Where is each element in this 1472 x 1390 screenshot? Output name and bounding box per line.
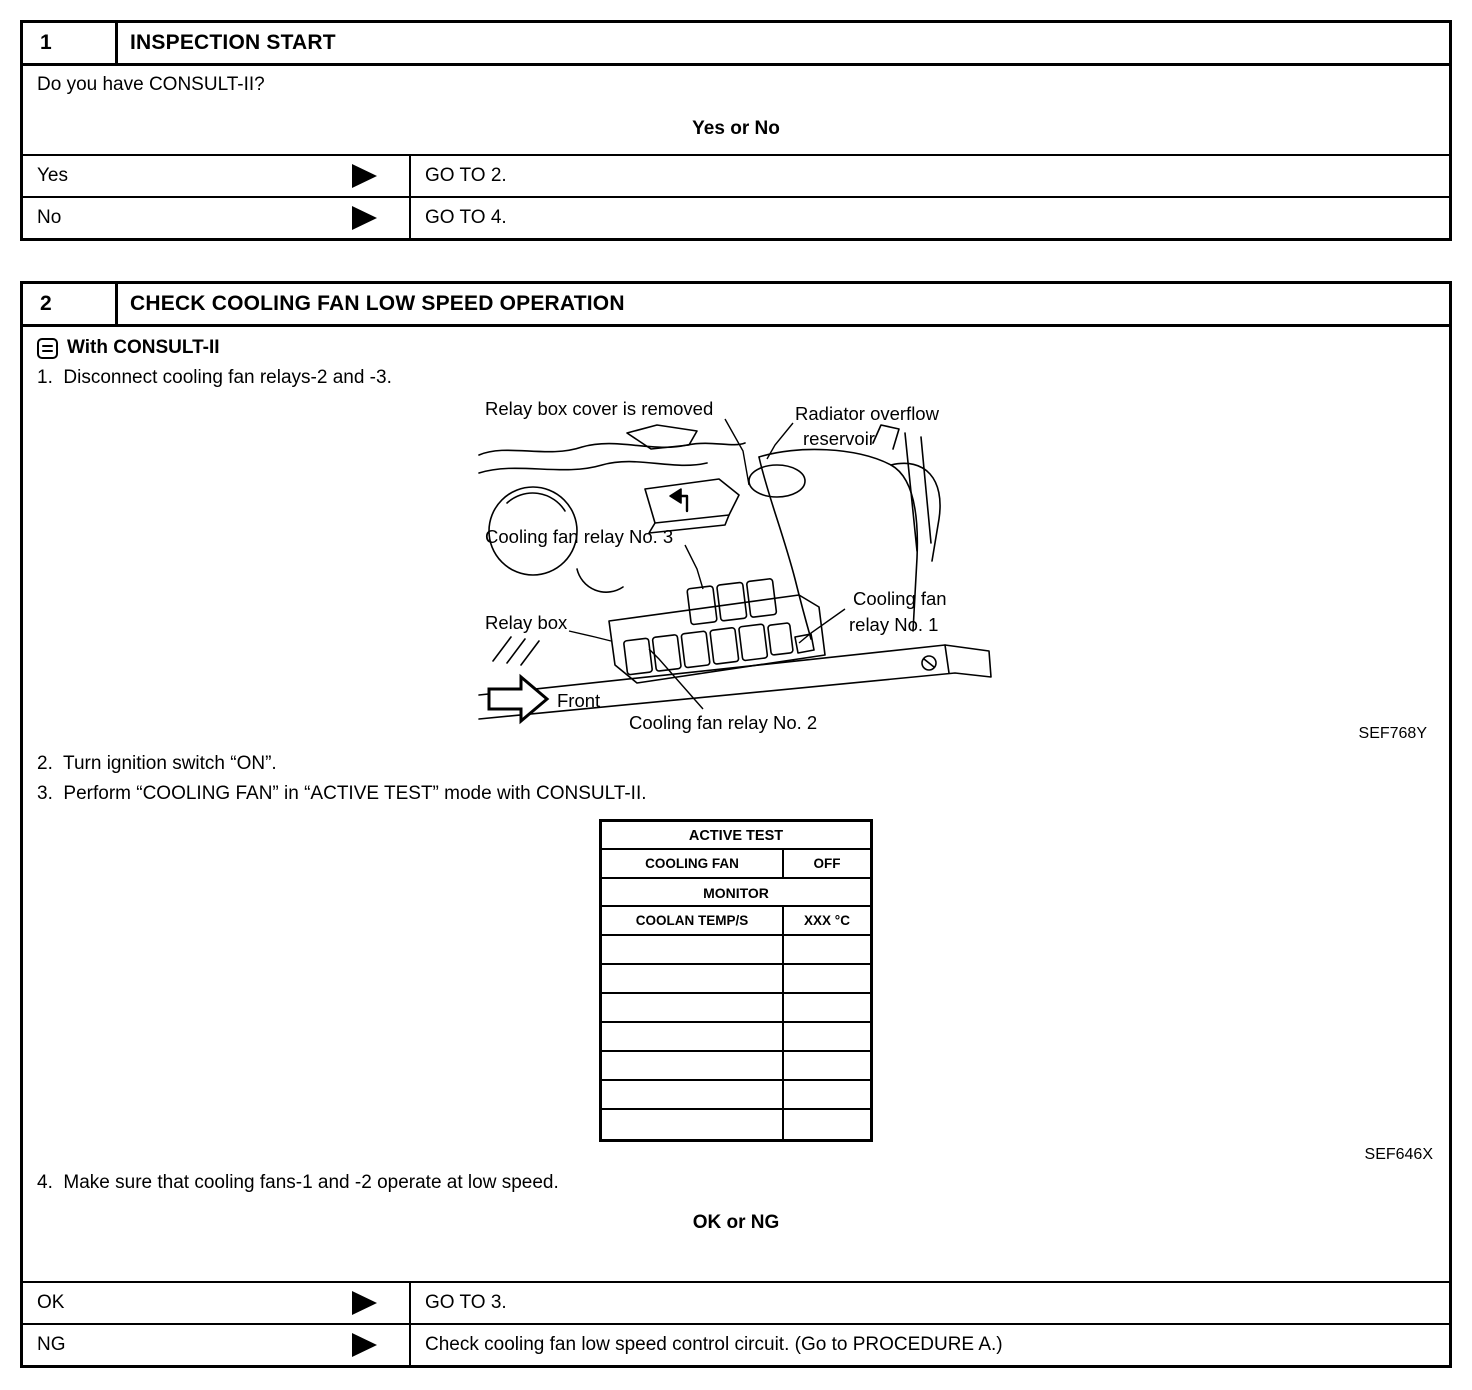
- procedure-1-header: [23, 23, 1449, 66]
- figure-label-reservoir-2: reservoir: [803, 428, 875, 449]
- consult-empty-row: [602, 994, 870, 1023]
- consult-empty-row: [602, 965, 870, 994]
- procedure-block-2: [20, 281, 1452, 1368]
- consult-test-label: COOLING FAN: [602, 850, 784, 877]
- procedure-1-question-area: [23, 66, 1449, 154]
- figure-label-cover: Relay box cover is removed: [485, 398, 714, 419]
- result-action: Check cooling fan low speed control circuit. (Go to PROCEDURE A.): [425, 1334, 1003, 1355]
- consult-empty-row: [602, 1023, 870, 1052]
- result-action: GO TO 4.: [425, 207, 507, 228]
- consult-ii-icon-bar: [42, 350, 53, 352]
- result-label: OK: [37, 1292, 65, 1313]
- question-text: Do you have CONSULT-II?: [37, 74, 265, 95]
- consult-row-coolant-temp: [602, 907, 870, 936]
- figure-reference: SEF768Y: [1358, 725, 1427, 742]
- result-action: GO TO 2.: [425, 165, 507, 186]
- figure-label-front: Front: [557, 690, 601, 711]
- consult-empty-row: [602, 1081, 870, 1110]
- result-label-cell: [23, 1325, 411, 1365]
- consult-screen: [599, 819, 873, 1142]
- procedure-2-body: [23, 327, 1449, 1281]
- result-row-ok: [23, 1281, 1449, 1323]
- result-label-cell: [23, 198, 411, 238]
- result-label-cell: [23, 1283, 411, 1323]
- step-2: 2. Turn ignition switch “ON”.: [37, 753, 277, 774]
- step-3: 3. Perform “COOLING FAN” in “ACTIVE TEST” mode with CONSULT-II.: [37, 783, 647, 804]
- result-label: Yes: [37, 165, 68, 186]
- consult-screen-title: ACTIVE TEST: [602, 822, 870, 850]
- consult-screen-figure: [37, 819, 1435, 1164]
- procedure-1-number: 1: [23, 23, 118, 63]
- with-consult-text: With CONSULT-II: [67, 337, 220, 358]
- figure-label-relay2: Cooling fan relay No. 2: [629, 712, 818, 733]
- figure-label-relay-box: Relay box: [485, 612, 568, 633]
- procedure-2-header: [23, 284, 1449, 327]
- figure-label-reservoir-1: Radiator overflow: [795, 403, 939, 424]
- consult-test-value: OFF: [813, 856, 841, 871]
- procedure-1-title: INSPECTION START: [130, 31, 336, 54]
- arrow-right-icon: [352, 1291, 377, 1315]
- consult-empty-row: [602, 1110, 870, 1139]
- result-row-yes: [23, 154, 1449, 196]
- procedure-2-number: 2: [23, 284, 118, 324]
- step-4: 4. Make sure that cooling fans-1 and -2 operate at low speed.: [37, 1172, 559, 1193]
- consult-ii-icon: [37, 338, 58, 359]
- step-1: 1. Disconnect cooling fan relays-2 and -3.: [37, 367, 392, 388]
- procedure-block-1: [20, 20, 1452, 241]
- procedure-2-title: CHECK COOLING FAN LOW SPEED OPERATION: [130, 292, 625, 315]
- consult-ii-icon-bar: [42, 345, 53, 347]
- engine-bay-illustration: [477, 393, 1007, 745]
- figure-label-relay1-1: Cooling fan: [853, 588, 947, 609]
- arrow-right-icon: [352, 206, 377, 230]
- result-label-cell: [23, 156, 411, 196]
- figure-label-relay3: Cooling fan relay No. 3: [485, 526, 674, 547]
- with-consult-heading: [37, 337, 1435, 359]
- result-action: GO TO 3.: [425, 1292, 507, 1313]
- consult-monitor-value: XXX °C: [804, 913, 850, 928]
- result-label: No: [37, 207, 62, 228]
- figure-reference: SEF646X: [1364, 1146, 1433, 1163]
- consult-monitor-header: MONITOR: [602, 879, 870, 907]
- consult-empty-row: [602, 936, 870, 965]
- arrow-right-icon: [352, 164, 377, 188]
- consult-empty-row: [602, 1052, 870, 1081]
- result-row-ng: [23, 1323, 1449, 1365]
- choice-label: OK or NG: [692, 1212, 780, 1233]
- engine-line-art: [479, 425, 991, 719]
- engine-bay-figure: [37, 393, 1435, 745]
- consult-monitor-item: COOLAN TEMP/S: [602, 907, 784, 934]
- consult-row-cooling-fan: [602, 850, 870, 879]
- figure-label-relay1-2: relay No. 1: [849, 614, 939, 635]
- result-row-no: [23, 196, 1449, 238]
- choice-label: Yes or No: [692, 118, 780, 139]
- result-label: NG: [37, 1334, 66, 1355]
- front-arrow-icon: [489, 677, 547, 721]
- arrow-right-icon: [352, 1333, 377, 1357]
